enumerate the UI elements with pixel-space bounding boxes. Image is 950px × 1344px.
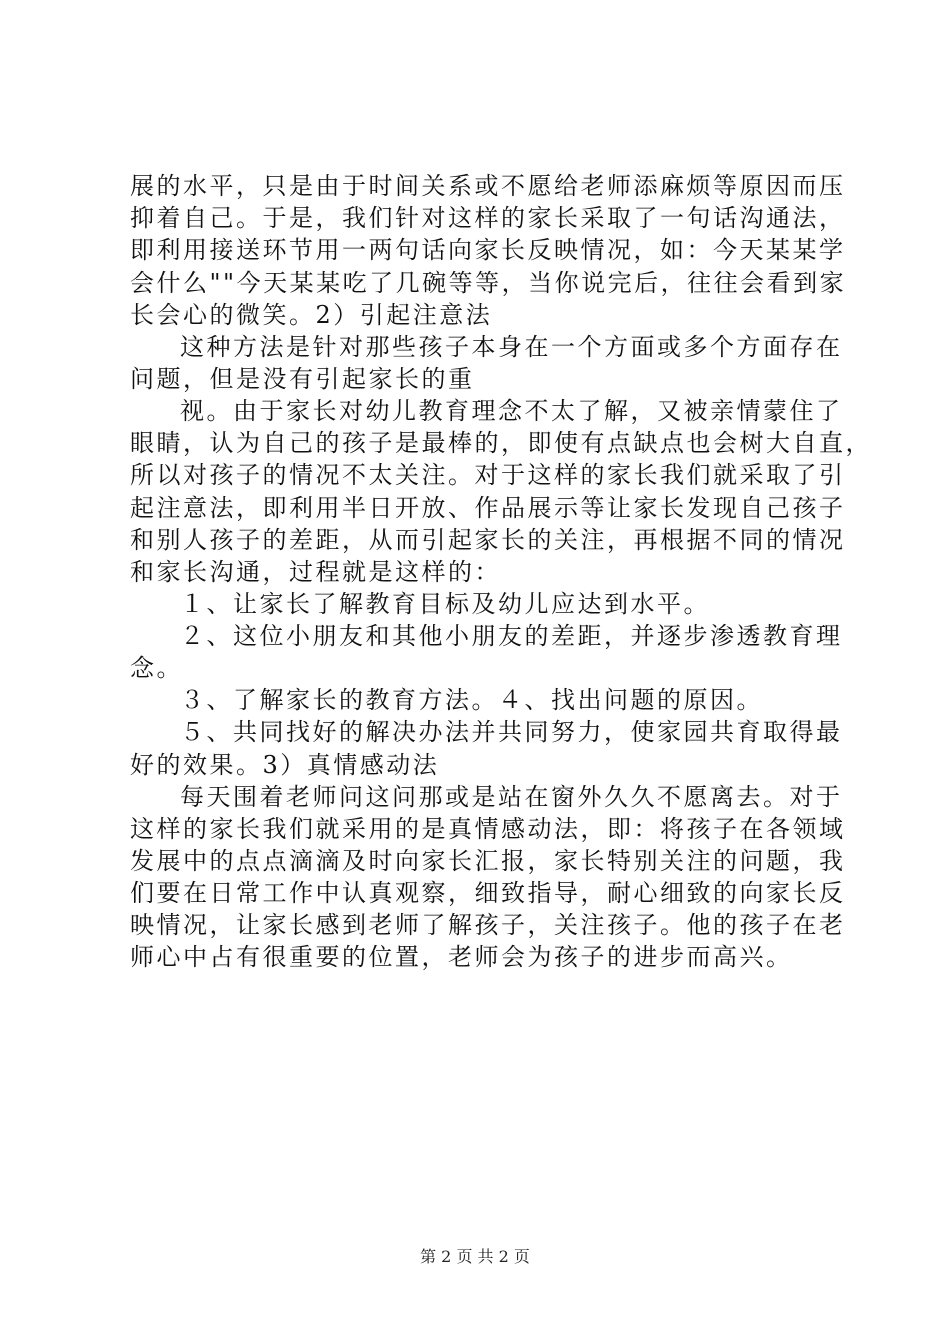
text-line: 这样的家长我们就采用的是真情感动法，即：将孩子在各领域 [130, 815, 846, 843]
text-line: 们要在日常工作中认真观察，细致指导，耐心细致的向家长反 [130, 879, 846, 907]
list-item: ５、共同找好的解决办法并共同努力，使家园共育取得最 [180, 718, 843, 746]
text-line: 长会心的微笑。2）引起注意法 [130, 301, 493, 329]
text-line: 每天围着老师问这问那或是站在窗外久久不愿离去。对于 [180, 783, 843, 811]
text-line: 映情况，让家长感到老师了解孩子，关注孩子。他的孩子在老 [130, 911, 846, 939]
list-item: ２、这位小朋友和其他小朋友的差距，并逐步渗透教育理 [180, 622, 843, 650]
text-line: 问题，但是没有引起家长的重 [130, 365, 475, 393]
list-item: ３、了解家长的教育方法。４、找出问题的原因。 [180, 686, 763, 714]
text-line: 即利用接送环节用一两句话向家长反映情况，如：今天某某学 [130, 236, 846, 264]
text-line: 和别人孩子的差距，从而引起家长的关注，再根据不同的情况 [130, 526, 846, 554]
text-line: 会什么""今天某某吃了几碗等等，当你说完后，往往会看到家 [130, 269, 847, 297]
text-line: 念。 [130, 654, 183, 682]
text-line: 和家长沟通，过程就是这样的： [130, 558, 501, 586]
text-line: 抑着自己。于是，我们针对这样的家长采取了一句话沟通法， [130, 204, 846, 232]
text-line: 师心中占有很重要的位置，老师会为孩子的进步而高兴。 [130, 943, 793, 971]
text-line: 起注意法，即利用半日开放、作品展示等让家长发现自己孩子 [130, 494, 846, 522]
text-line: 这种方法是针对那些孩子本身在一个方面或多个方面存在 [180, 333, 843, 361]
text-line: 所以对孩子的情况不太关注。对于这样的家长我们就采取了引 [130, 461, 846, 489]
text-line: 眼睛，认为自己的孩子是最棒的，即使有点缺点也会树大自直， [130, 429, 872, 457]
page-footer: 第 2 页 共 2 页 [420, 1247, 530, 1266]
text-line: 发展中的点点滴滴及时向家长汇报，家长特别关注的问题，我 [130, 847, 846, 875]
text-line: 展的水平，只是由于时间关系或不愿给老师添麻烦等原因而压 [130, 172, 846, 200]
text-line: 视。由于家长对幼儿教育理念不太了解，又被亲情蒙住了 [180, 397, 843, 425]
list-item: １、让家长了解教育目标及幼儿应达到水平。 [180, 590, 710, 618]
text-line: 好的效果。3）真情感动法 [130, 751, 440, 779]
